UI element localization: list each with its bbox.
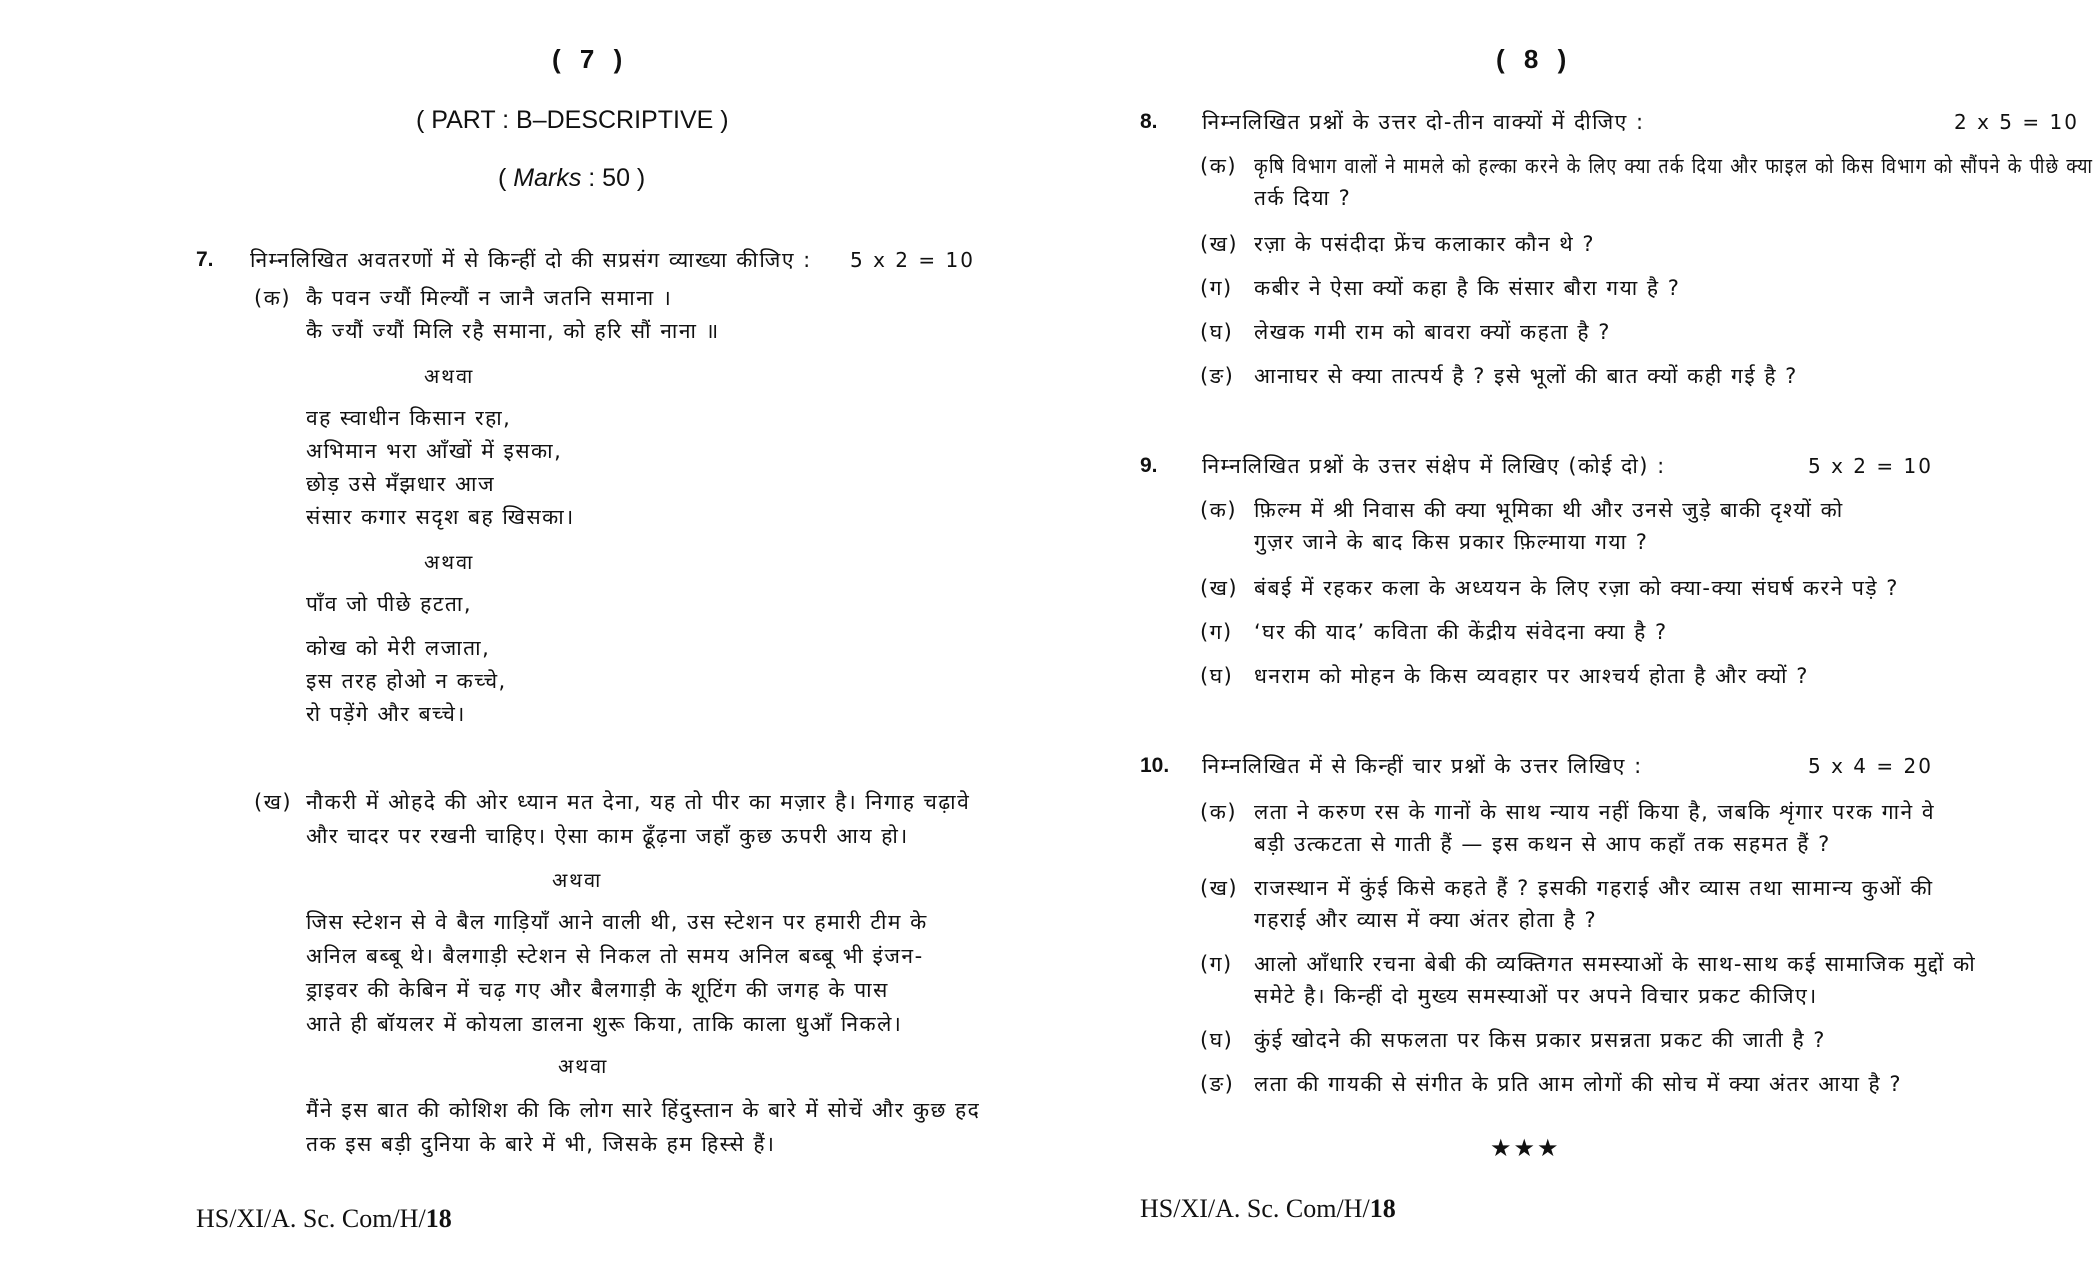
end-of-paper-stars: ★★★	[1490, 1134, 1561, 1162]
verse-line: पाँव जो पीछे हटता,	[306, 592, 472, 616]
option-label-kha: (ख)	[1200, 232, 1239, 256]
question-line: कृषि विभाग वालों ने मामले को हल्का करने के लिए क्या तर्क दिया और फाइल को किस विभाग को सौंपने के पीछे क्या	[1254, 154, 2094, 178]
option-label-ga: (ग)	[1200, 276, 1233, 300]
question-line: धनराम को मोहन के किस व्यवहार पर आश्चर्य होता है और क्यों ?	[1254, 664, 1809, 688]
option-label-ka: (क)	[1200, 154, 1238, 178]
prose-line: मैंने इस बात की कोशिश की कि लोग सारे हिंदुस्तान के बारे में सोचें और कुछ हद	[306, 1098, 981, 1122]
option-label-ka: (क)	[254, 286, 292, 310]
footer-code: HS/XI/A. Sc. Com/H/18	[196, 1204, 452, 1233]
question-line: गहराई और व्यास में क्या अंतर होता है ?	[1254, 908, 1598, 932]
or-separator: अथवा	[558, 1054, 609, 1078]
option-label-ga: (ग)	[1200, 620, 1233, 644]
part-title: ( PART : B–DESCRIPTIVE )	[416, 106, 729, 134]
marks-line: ( Marks : 50 )	[498, 164, 646, 192]
option-label-ka: (क)	[1200, 498, 1238, 522]
verse-line: कोख को मेरी लजाता,	[306, 636, 491, 660]
question-line: गुज़र जाने के बाद किस प्रकार फ़िल्माया गया ?	[1254, 530, 1649, 554]
prose-line: आते ही बॉयलर में कोयला डालना शुरू किया, ताकि काला धुआँ निकले।	[306, 1012, 903, 1036]
verse-line: संसार कगार सदृश बह खिसका।	[306, 505, 575, 529]
question-line: लेखक गमी राम को बावरा क्यों कहता है ?	[1254, 320, 1611, 344]
option-label-gha: (घ)	[1200, 1028, 1234, 1052]
question-line: बंबई में रहकर कला के अध्ययन के लिए रज़ा को क्या-क्या संघर्ष करने पड़े ?	[1254, 576, 1899, 600]
prose-line: तक इस बड़ी दुनिया के बारे में भी, जिसके हम हिस्से हैं।	[306, 1132, 776, 1156]
option-label-kha: (ख)	[1200, 576, 1239, 600]
question-9-marks: 5 x 2 = 10	[1808, 454, 1933, 478]
question-9-instruction: निम्नलिखित प्रश्नों के उत्तर संक्षेप में लिखिए (कोई दो) :	[1202, 454, 1666, 478]
question-10-instruction: निम्नलिखित में से किन्हीं चार प्रश्नों के उत्तर लिखिए :	[1202, 754, 1643, 778]
question-8-instruction: निम्नलिखित प्रश्नों के उत्तर दो-तीन वाक्यों में दीजिए :	[1202, 110, 1645, 134]
question-number-10: 10.	[1140, 754, 1170, 777]
prose-line: नौकरी में ओहदे की ओर ध्यान मत देना, यह तो पीर का मज़ार है। निगाह चढ़ावे	[306, 790, 971, 814]
verse-line: वह स्वाधीन किसान रहा,	[306, 406, 512, 430]
option-label-gha: (घ)	[1200, 320, 1234, 344]
option-label-gha: (घ)	[1200, 664, 1234, 688]
footer-code: HS/XI/A. Sc. Com/H/18	[1140, 1194, 1396, 1223]
verse-line: रो पड़ेंगे और बच्चे।	[306, 702, 466, 726]
question-line: आनाघर से क्या तात्पर्य है ? इसे भूलों की बात क्यों कही गई है ?	[1254, 364, 1798, 388]
question-line: लता की गायकी से संगीत के प्रति आम लोगों की सोच में क्या अंतर आया है ?	[1254, 1072, 1903, 1096]
question-line: तर्क दिया ?	[1254, 186, 1352, 210]
or-separator: अथवा	[552, 868, 603, 892]
verse-line: इस तरह होओ न कच्चे,	[306, 669, 507, 693]
question-line: लता ने करुण रस के गानों के साथ न्याय नहीं किया है, जबकि शृंगार परक गाने वे	[1254, 800, 1936, 824]
or-separator: अथवा	[424, 550, 475, 574]
page-number: ( 7 )	[552, 44, 629, 74]
question-number-7: 7.	[196, 248, 214, 271]
prose-line: ड्राइवर की केबिन में चढ़ गए और बैलगाड़ी के शूटिंग की जगह के पास	[306, 978, 889, 1002]
verse-line: अभिमान भरा आँखों में इसका,	[306, 439, 563, 463]
question-line: फ़िल्म में श्री निवास की क्या भूमिका थी और उनसे जुड़े बाकी दृश्यों को	[1254, 498, 1844, 522]
question-number-8: 8.	[1140, 110, 1158, 133]
question-8-marks: 2 x 5 = 10	[1954, 110, 2079, 134]
question-line: राजस्थान में कुंई किसे कहते हैं ? इसकी गहराई और व्यास तथा सामान्य कुओं की	[1254, 876, 1934, 900]
question-line: समेटे है। किन्हीं दो मुख्य समस्याओं पर अपने विचार प्रकट कीजिए।	[1254, 984, 1818, 1008]
option-label-kha: (ख)	[254, 790, 293, 814]
prose-line: और चादर पर रखनी चाहिए। ऐसा काम ढूँढ़ना जहाँ कुछ ऊपरी आय हो।	[306, 824, 909, 848]
question-10-marks: 5 x 4 = 20	[1808, 754, 1933, 778]
verse-line: छोड़ उसे मँझधार आज	[306, 472, 496, 496]
option-label-ka: (क)	[1200, 800, 1238, 824]
question-line: बड़ी उत्कटता से गाती हैं — इस कथन से आप कहाँ तक सहमत हैं ?	[1254, 832, 1831, 856]
question-line: ‘घर की याद’ कविता की केंद्रीय संवेदना क्या है ?	[1254, 620, 1668, 644]
prose-line: अनिल बब्बू थे। बैलगाड़ी स्टेशन से निकल तो समय अनिल बब्बू भी इंजन-	[306, 944, 924, 968]
question-7-instruction: निम्नलिखित अवतरणों में से किन्हीं दो की सप्रसंग व्याख्या कीजिए :	[250, 248, 812, 272]
option-label-nga: (ङ)	[1200, 364, 1235, 388]
or-separator: अथवा	[424, 364, 475, 388]
question-line: आलो आँधारि रचना बेबी की व्यक्तिगत समस्याओं के साथ-साथ कई सामाजिक मुद्दों को	[1254, 952, 1977, 976]
right-page	[1130, 0, 2100, 1275]
question-7-marks: 5 x 2 = 10	[850, 248, 975, 272]
question-line: रज़ा के पसंदीदा फ्रेंच कलाकार कौन थे ?	[1254, 232, 1596, 256]
verse-line: कै पवन ज्यौं मिल्यौं न जानै जतनि समाना ।	[306, 286, 673, 310]
option-label-kha: (ख)	[1200, 876, 1239, 900]
page-number: ( 8 )	[1496, 44, 1573, 74]
question-line: कुंई खोदने की सफलता पर किस प्रकार प्रसन्नता प्रकट की जाती है ?	[1254, 1028, 1826, 1052]
prose-line: जिस स्टेशन से वे बैल गाड़ियाँ आने वाली थी, उस स्टेशन पर हमारी टीम के	[306, 910, 928, 934]
question-number-9: 9.	[1140, 454, 1158, 477]
question-line: कबीर ने ऐसा क्यों कहा है कि संसार बौरा गया है ?	[1254, 276, 1681, 300]
option-label-nga: (ङ)	[1200, 1072, 1235, 1096]
verse-line: कै ज्यौं ज्यौं मिलि रहै समाना, को हरि सौं नाना ॥	[306, 319, 720, 343]
option-label-ga: (ग)	[1200, 952, 1233, 976]
